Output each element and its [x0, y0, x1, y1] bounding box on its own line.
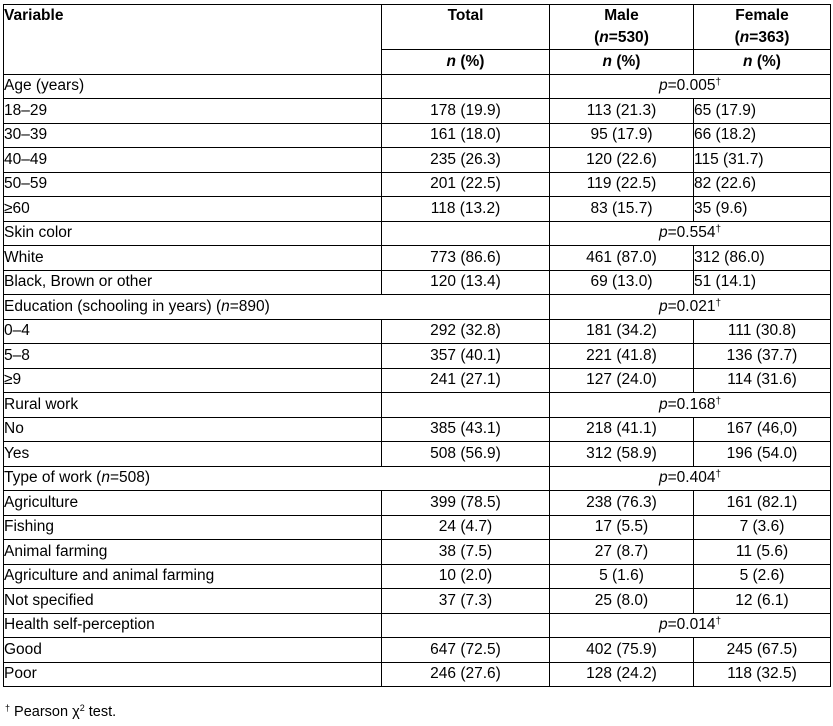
row-label: Poor [4, 662, 382, 687]
table-row [4, 344, 831, 369]
row-label: Black, Brown or other [4, 270, 382, 295]
cell-male: 69 (13.0) [550, 270, 694, 295]
cell-female: 312 (86.0) [694, 246, 831, 271]
section-total-empty [382, 74, 550, 99]
footnote-suffix: test. [84, 704, 117, 720]
row-label: 30–39 [4, 123, 382, 148]
section-total-empty [382, 393, 550, 418]
subheader-female: n (%) [694, 50, 831, 75]
row-label: 0–4 [4, 319, 382, 344]
cell-female: 5 (2.6) [694, 564, 831, 589]
row-label: 50–59 [4, 172, 382, 197]
header-female-label: Female [735, 7, 789, 24]
cell-male: 17 (5.5) [550, 515, 694, 540]
header-total: Total [382, 5, 550, 50]
cell-female: 245 (67.5) [694, 638, 831, 663]
cell-female: 167 (46,0) [694, 417, 831, 442]
section-header-row [4, 221, 831, 246]
cell-total: 241 (27.1) [382, 368, 550, 393]
table-body [4, 74, 831, 687]
header-male-n-symbol: n [599, 29, 609, 46]
cell-female: 65 (17.9) [694, 99, 831, 124]
row-label: 18–29 [4, 99, 382, 124]
header-male-n-value: =530 [608, 29, 644, 46]
table-row [4, 172, 831, 197]
table-row [4, 123, 831, 148]
cell-total: 10 (2.0) [382, 564, 550, 589]
cell-male: 238 (76.3) [550, 491, 694, 516]
row-label: Animal farming [4, 540, 382, 565]
footnote-text: Pearson χ [10, 704, 80, 720]
cell-female: 196 (54.0) [694, 442, 831, 467]
header-female-n-symbol: n [739, 29, 750, 46]
cell-female: 82 (22.6) [694, 172, 831, 197]
row-label: ≥9 [4, 368, 382, 393]
cell-total: 508 (56.9) [382, 442, 550, 467]
table-row [4, 197, 831, 222]
table-row [4, 246, 831, 271]
demographics-table [3, 4, 831, 687]
cell-male: 83 (15.7) [550, 197, 694, 222]
row-label: Agriculture and animal farming [4, 564, 382, 589]
cell-total: 161 (18.0) [382, 123, 550, 148]
cell-total: 399 (78.5) [382, 491, 550, 516]
cell-female: 66 (18.2) [694, 123, 831, 148]
section-label: Education (schooling in years) (n=890) [4, 295, 550, 320]
cell-female: 7 (3.6) [694, 515, 831, 540]
cell-total: 647 (72.5) [382, 638, 550, 663]
cell-male: 181 (34.2) [550, 319, 694, 344]
row-label: ≥60 [4, 197, 382, 222]
cell-female: 12 (6.1) [694, 589, 831, 614]
cell-male: 27 (8.7) [550, 540, 694, 565]
cell-total: 24 (4.7) [382, 515, 550, 540]
cell-female: 136 (37.7) [694, 344, 831, 369]
cell-total: 246 (27.6) [382, 662, 550, 687]
row-label: Yes [4, 442, 382, 467]
section-header-row [4, 295, 831, 320]
table-row [4, 270, 831, 295]
cell-female: 111 (30.8) [694, 319, 831, 344]
header-male: Male (n=530) [550, 5, 694, 50]
table-row [4, 540, 831, 565]
cell-male: 221 (41.8) [550, 344, 694, 369]
cell-male: 95 (17.9) [550, 123, 694, 148]
cell-total: 357 (40.1) [382, 344, 550, 369]
table-row [4, 491, 831, 516]
table-row [4, 442, 831, 467]
cell-total: 385 (43.1) [382, 417, 550, 442]
section-label: Type of work (n=508) [4, 466, 550, 491]
cell-male: 461 (87.0) [550, 246, 694, 271]
cell-total: 235 (26.3) [382, 148, 550, 173]
table-row [4, 99, 831, 124]
p-value: p=0.021† [550, 295, 831, 320]
table-row [4, 319, 831, 344]
table-row [4, 662, 831, 687]
cell-female: 114 (31.6) [694, 368, 831, 393]
p-value: p=0.005† [550, 74, 831, 99]
footnote-marker: † [5, 703, 11, 713]
row-label: 5–8 [4, 344, 382, 369]
subheader-male: n (%) [550, 50, 694, 75]
row-label: No [4, 417, 382, 442]
section-label: Rural work [4, 393, 382, 418]
cell-male: 312 (58.9) [550, 442, 694, 467]
cell-male: 127 (24.0) [550, 368, 694, 393]
cell-male: 128 (24.2) [550, 662, 694, 687]
header-male-label: Male [604, 7, 639, 24]
cell-female: 115 (31.7) [694, 148, 831, 173]
cell-male: 119 (22.5) [550, 172, 694, 197]
section-label: Skin color [4, 221, 382, 246]
section-header-row [4, 613, 831, 638]
section-header-row [4, 466, 831, 491]
cell-male: 218 (41.1) [550, 417, 694, 442]
cell-female: 11 (5.6) [694, 540, 831, 565]
table-row [4, 368, 831, 393]
cell-female: 35 (9.6) [694, 197, 831, 222]
section-label: Health self-perception [4, 613, 382, 638]
cell-male: 5 (1.6) [550, 564, 694, 589]
section-total-empty [382, 613, 550, 638]
cell-total: 38 (7.5) [382, 540, 550, 565]
cell-female: 51 (14.1) [694, 270, 831, 295]
footnote [5, 703, 116, 721]
cell-total: 773 (86.6) [382, 246, 550, 271]
cell-male: 120 (22.6) [550, 148, 694, 173]
row-label: Good [4, 638, 382, 663]
cell-male: 402 (75.9) [550, 638, 694, 663]
row-label: White [4, 246, 382, 271]
row-label: Not specified [4, 589, 382, 614]
table-row [4, 589, 831, 614]
section-header-row [4, 74, 831, 99]
header-female: Female (n=363) [694, 5, 831, 50]
cell-male: 113 (21.3) [550, 99, 694, 124]
cell-total: 178 (19.9) [382, 99, 550, 124]
cell-total: 118 (13.2) [382, 197, 550, 222]
p-value: p=0.014† [550, 613, 831, 638]
table-row [4, 564, 831, 589]
cell-total: 292 (32.8) [382, 319, 550, 344]
header-row-main [4, 5, 831, 50]
table-row [4, 638, 831, 663]
row-label: Fishing [4, 515, 382, 540]
cell-total: 37 (7.3) [382, 589, 550, 614]
row-label: Agriculture [4, 491, 382, 516]
p-value: p=0.554† [550, 221, 831, 246]
p-value: p=0.168† [550, 393, 831, 418]
cell-female: 161 (82.1) [694, 491, 831, 516]
cell-total: 120 (13.4) [382, 270, 550, 295]
header-variable: Variable [4, 5, 382, 75]
section-header-row [4, 393, 831, 418]
p-value: p=0.404† [550, 466, 831, 491]
cell-total: 201 (22.5) [382, 172, 550, 197]
footnote-superscript: 2 [79, 703, 85, 713]
section-label: Age (years) [4, 74, 382, 99]
header-female-n-value: =363 [749, 29, 785, 46]
table-row [4, 417, 831, 442]
cell-male: 25 (8.0) [550, 589, 694, 614]
table-row [4, 515, 831, 540]
subheader-total: n (%) [382, 50, 550, 75]
row-label: 40–49 [4, 148, 382, 173]
table-row [4, 148, 831, 173]
cell-female: 118 (32.5) [694, 662, 831, 687]
section-total-empty [382, 221, 550, 246]
